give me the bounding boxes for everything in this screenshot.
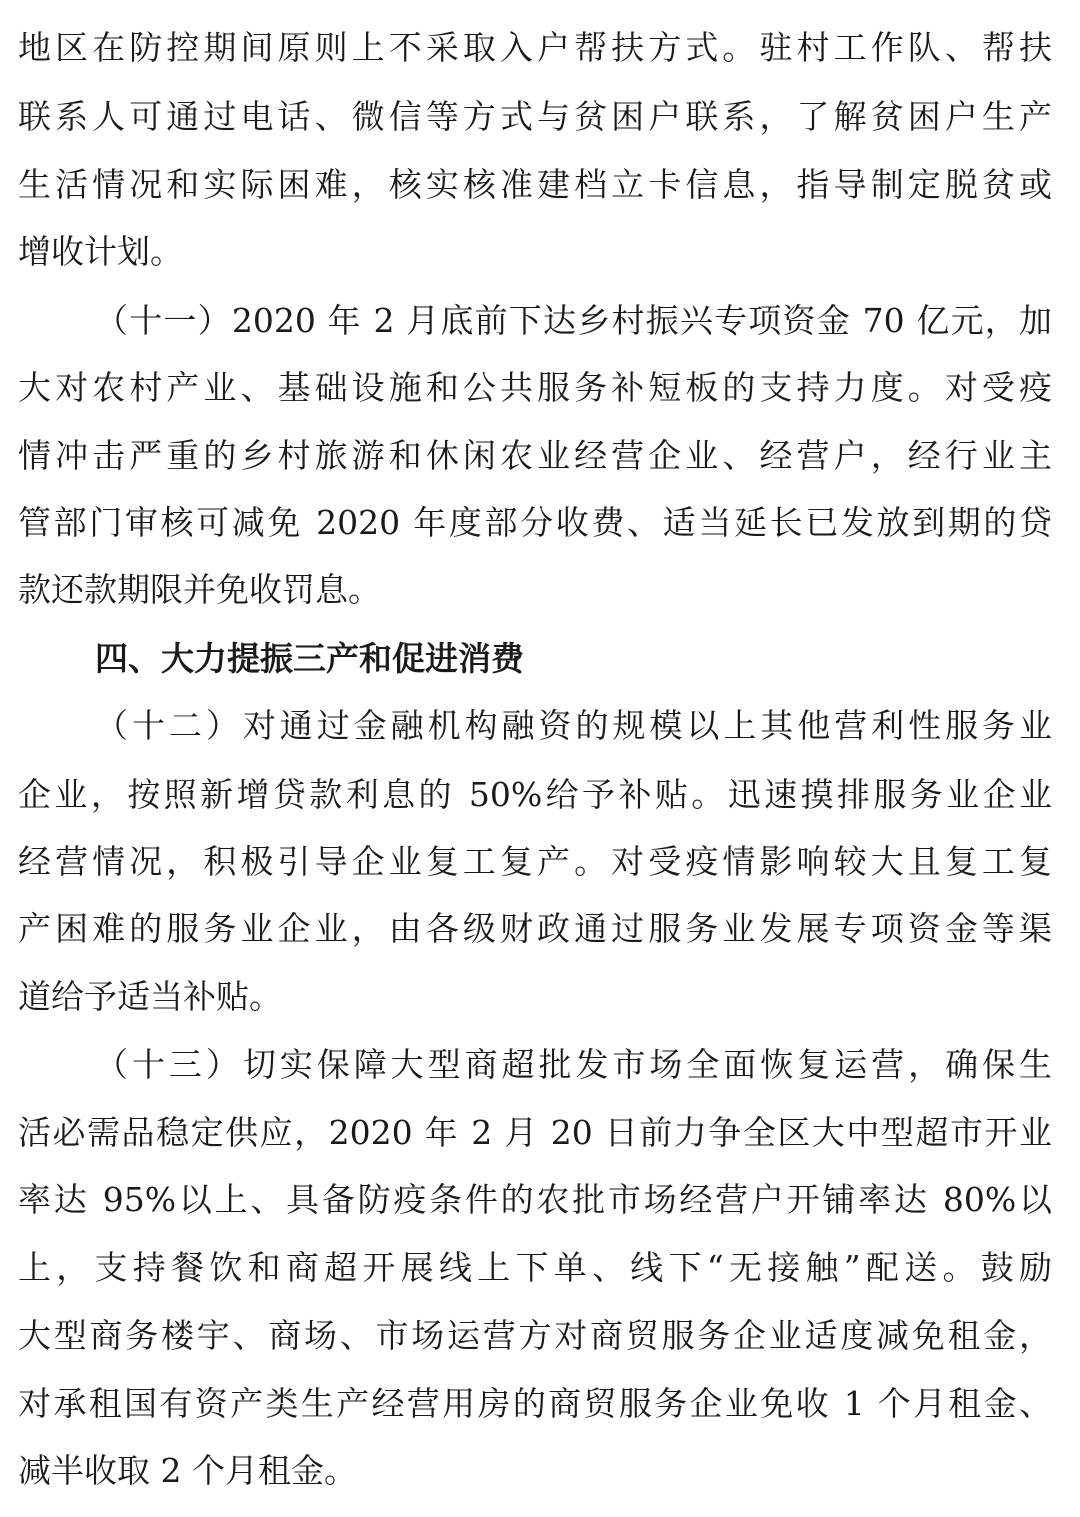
text-line: 率达 95%以上、具备防疫条件的农批市场经营户开铺率达 80%以 [18, 1180, 1052, 1219]
text-line: 经营情况，积极引导企业复工复产。对受疫情影响较大且复工复 [18, 842, 1052, 881]
text-line: 对承租国有资产类生产经营用房的商贸服务企业免收 1 个月租金、 [18, 1384, 1052, 1423]
text-line: 活必需品稳定供应，2020 年 2 月 20 日前力争全区大中型超市开业 [18, 1113, 1052, 1152]
text-line: 情冲击严重的乡村旅游和休闲农业经营企业、经营户，经行业主 [18, 436, 1052, 475]
text-line: 产困难的服务业企业，由各级财政通过服务业发展专项资金等渠 [18, 909, 1052, 948]
text-line: 大型商务楼宇、商场、市场运营方对商贸服务企业适度减免租金， [18, 1316, 1052, 1355]
text-line: （十二）对通过金融机构融资的规模以上其他营利性服务业 [95, 706, 1052, 745]
text-line: 大对农村产业、基础设施和公共服务补短板的支持力度。对受疫 [18, 368, 1052, 407]
text-line: 企业，按照新增贷款利息的 50%给予补贴。迅速摸排服务业企业 [18, 775, 1052, 814]
text-line: 减半收取 2 个月租金。 [18, 1451, 357, 1490]
text-line: 上，支持餐饮和商超开展线上下单、线下“无接触”配送。鼓励 [18, 1248, 1052, 1287]
text-line: 增收计划。 [18, 232, 183, 271]
text-line: （十三）切实保障大型商超批发市场全面恢复运营，确保生 [95, 1045, 1052, 1084]
text-line: 管部门审核可减免 2020 年度部分收费、适当延长已发放到期的贷 [18, 503, 1052, 542]
section-heading: 四、大力提振三产和促进消费 [95, 639, 524, 678]
text-line: （十一）2020 年 2 月底前下达乡村振兴专项资金 70 亿元，加 [95, 301, 1052, 340]
text-line: 道给予适当补贴。 [18, 977, 282, 1016]
text-line: 款还款期限并免收罚息。 [18, 570, 381, 609]
text-line: 地区在防控期间原则上不采取入户帮扶方式。驻村工作队、帮扶 [18, 28, 1052, 67]
text-line: 联系人可通过电话、微信等方式与贫困户联系，了解贫困户生产 [18, 97, 1052, 136]
text-line: 生活情况和实际困难，核实核准建档立卡信息，指导制定脱贫或 [18, 165, 1052, 204]
